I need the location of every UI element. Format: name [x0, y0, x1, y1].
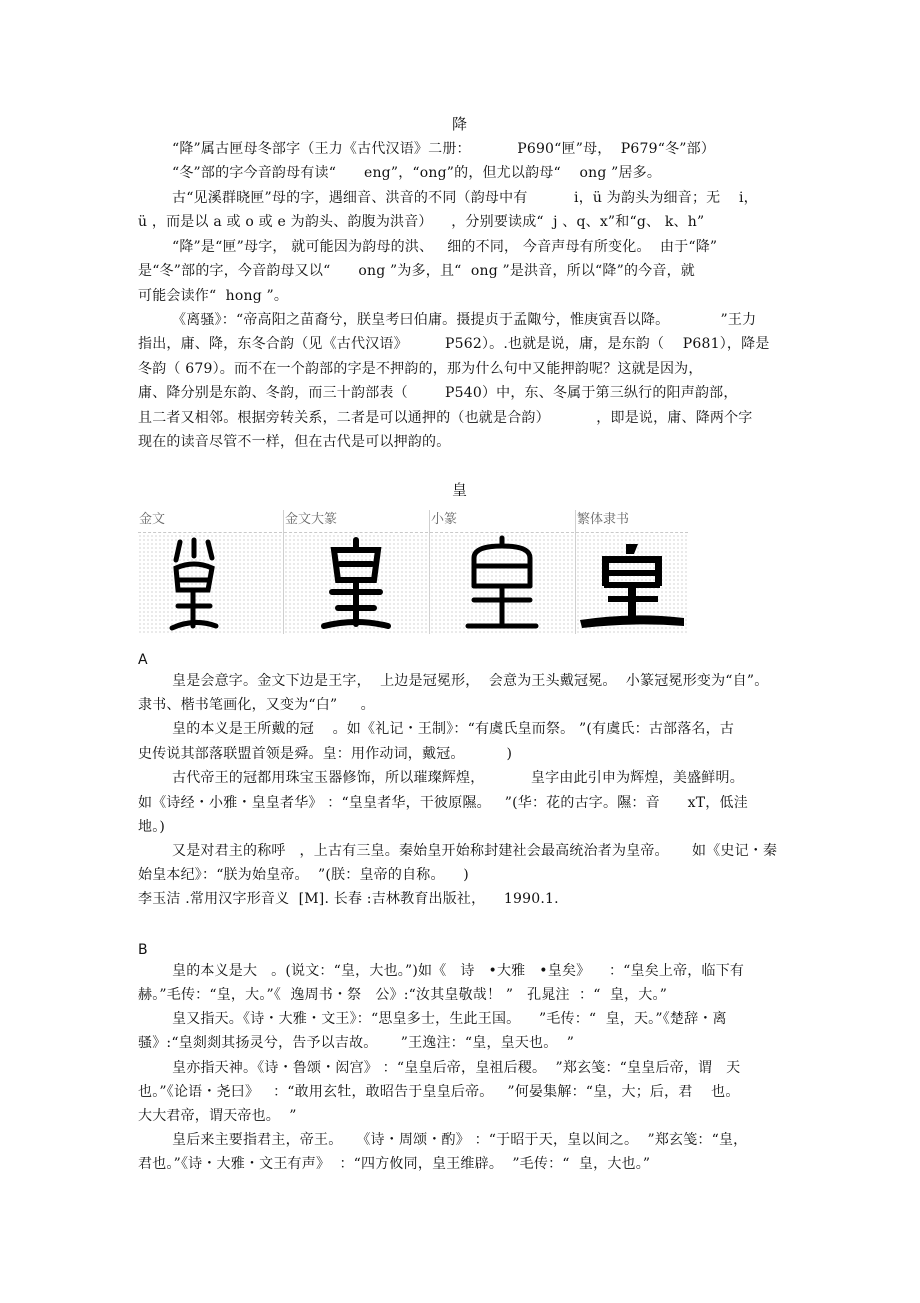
paragraph-line: 皇亦指天神。《诗・鲁颂・闳宫》 ：“皇皇后帝，皇祖后稷。 ”郑玄笺：“皇皇后帝，谓 天	[172, 1060, 741, 1076]
paragraph-line: ü ，而是以 a 或 o 或 e 为韵头、韵腹为洪音） ，分别要读成“ j 、q、x”和“g、 k、h”	[138, 214, 705, 230]
section-title-jiang: 降	[452, 115, 468, 133]
section-title-huang: 皇	[452, 481, 468, 499]
script-column-lishu	[576, 510, 688, 634]
paragraph-line: 又是对君主的称呼 ，上古有三皇。秦始皇开始称封建社会最高统治者为皇帝。 如《史记・秦	[172, 843, 778, 859]
paragraph-line: “降”属古匣母冬部字（王力《古代汉语》二册： P690“匣”母， P679“冬”部）	[172, 141, 716, 157]
paragraph-line: 地。)	[138, 819, 166, 835]
clerical-script-glyph	[576, 534, 688, 634]
script-column-xiaozhuan	[430, 510, 574, 634]
paragraph-line: 也。”《论语・尧曰》 ：“敢用玄牡，敢昭告于皇皇后帝。 ”何晏集解：“皇，大；后，君 也。	[138, 1084, 740, 1100]
paragraph-line: 皇后来主要指君主，帝王。 《诗・周颂・酌》 ：“于昭于天，皇以间之。 ”郑玄笺：“皇，	[172, 1132, 748, 1148]
great-seal-glyph	[284, 534, 428, 634]
paragraph-line: 骚》:“皇剡剡其扬灵兮，告予以吉故。 ”王逸注：“皇，皇天也。 ”	[138, 1035, 575, 1051]
script-column-jinwen	[138, 510, 282, 634]
script-header: 金文大篆	[284, 510, 428, 533]
script-header: 金文	[138, 510, 282, 533]
paragraph-line: “降”是“匣”母字， 就可能因为韵母的洪、 细的不同， 今音声母有所变化。 由于“降”	[172, 239, 718, 255]
section-label-b: B	[138, 942, 148, 958]
script-column-dazhuan	[284, 510, 428, 634]
paragraph-line: 《离骚》：“帝高阳之苗裔兮，朕皇考曰伯庸。摄提贞于孟陬兮，惟庚寅吾以降。 ”王力	[172, 312, 757, 328]
paragraph-line: 古“见溪群晓匣”母的字，遇细音、洪音的不同（韵母中有 i，ü 为韵头为细音；无 i，	[172, 190, 758, 206]
citation-line: 李玉洁 .常用汉字形音义 [M]. 长春 :吉林教育出版社， 1990.1.	[138, 891, 559, 907]
paragraph-line: 庸、降分别是东韵、冬韵，而三十韵部表（ P540）中，东、冬属于第三纵行的阳声韵部，	[138, 385, 738, 401]
lishu-glyph-drawing	[576, 534, 688, 634]
bronze-glyph-drawing	[138, 534, 282, 634]
bronze-inscription-glyph	[138, 534, 282, 634]
section-label-a: A	[138, 652, 148, 668]
paragraph-line: 且二者又相邻。根据旁转关系，二者是可以通押的（也就是合韵） ，即是说，庸、降两个字	[138, 410, 753, 426]
paragraph-line: 大大君帝，谓天帝也。 ”	[138, 1108, 297, 1124]
paragraph-line: 隶书、楷书笔画化，又变为“白” 。	[138, 697, 375, 713]
paragraph-line: 史传说其部落联盟首领是舜。皇：用作动词，戴冠。 )	[138, 746, 513, 762]
small-seal-glyph	[430, 534, 574, 634]
paragraph-line: 可能会读作“ hong ”。	[138, 288, 289, 304]
paragraph-line: 皇又指天。《诗・大雅・文王》：“思皇多士，生此王国。 ”毛传：“ 皇，天。”《楚辞・离	[172, 1011, 727, 1027]
dazhuan-glyph-drawing	[284, 534, 428, 634]
paragraph-line: 君也。”《诗・大雅・文王有声》 ：“四方攸同，皇王维辟。 ”毛传：“ 皇，大也。”	[138, 1156, 651, 1172]
script-header: 小篆	[430, 510, 574, 533]
paragraph-line: “冬”部的字今音韵母有读“ eng”，“ong”的，但尤以韵母“ ong ”居多。	[172, 165, 662, 181]
paragraph-line: 是“冬”部的字，今音韵母又以“ ong ”为多，且“ ong ”是洪音，所以“降”的今音，就	[138, 263, 695, 279]
paragraph-line: 如《诗经・小雅・皇皇者华》 ：“皇皇者华，干彼原隰。 ”(华：花的古字。隰：音 xT，低洼	[138, 795, 748, 811]
paragraph-line: 皇是会意字。金文下边是王字， 上边是冠冕形， 会意为王头戴冠冕。 小篆冠冕形变为“自”。	[172, 673, 769, 689]
script-evolution-figure	[138, 510, 688, 634]
paragraph-line: 始皇本纪》：“朕为始皇帝。 ”(朕：皇帝的自称。 )	[138, 867, 469, 883]
paragraph-line: 现在的读音尽管不一样，但在古代是可以押韵的。	[138, 434, 451, 450]
paragraph-line: 皇的本义是王所戴的冠 。如《礼记・王制》：“有虞氏皇而祭。 ”(有虞氏：古部落名，古	[172, 721, 735, 737]
paragraph-line: 皇的本义是大 。(说文：“皇，大也。”)如《 诗 •大雅 •皇矣》 ：“皇矣上帝，临下有	[172, 963, 745, 979]
xiaozhuan-glyph-drawing	[430, 534, 574, 634]
paragraph-line: 赫。”毛传：“皇，大。”《 逸周书・祭 公》:“汝其皇敬哉！ ” 孔晁注 ：“ 皇，大。”	[138, 987, 668, 1003]
paragraph-line: 冬韵（ 679）。而不在一个韵部的字是不押韵的，那为什么句中又能押韵呢？这就是因为，	[138, 361, 703, 377]
script-header: 繁体隶书	[576, 510, 688, 533]
paragraph-line: 古代帝王的冠都用珠宝玉器修饰，所以璀璨辉煌， 皇字由此引申为辉煌，美盛鲜明。	[172, 770, 744, 786]
paragraph-line: 指出，庸、降，东冬合韵（见《古代汉语》 P562）。.也就是说，庸，是东韵（ P681），降是	[138, 336, 770, 352]
